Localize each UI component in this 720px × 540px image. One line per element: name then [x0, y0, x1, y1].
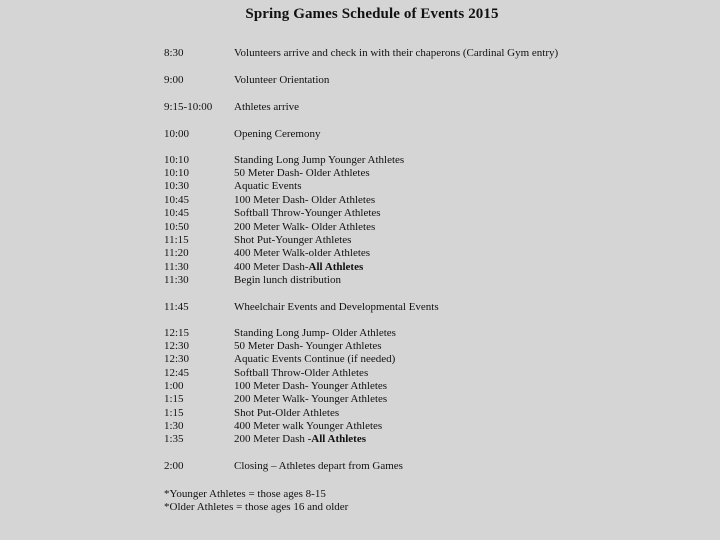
schedule-time: 10:50 — [164, 221, 190, 233]
schedule-time: 10:00 — [164, 128, 190, 140]
schedule-event: Begin lunch distribution — [234, 274, 341, 286]
schedule-event: Standing Long Jump Younger Athletes — [234, 154, 405, 166]
schedule-time: 12:30 — [164, 340, 190, 352]
schedule-time: 1:15 — [164, 407, 184, 419]
schedule-event: Standing Long Jump- Older Athletes — [234, 327, 396, 339]
schedule-time: 11:15 — [164, 234, 189, 246]
schedule-time: 9:00 — [164, 74, 184, 86]
schedule-event: 200 Meter Dash -All Athletes — [234, 433, 366, 445]
schedule-event: Shot Put-Older Athletes — [234, 407, 340, 419]
schedule-event: 400 Meter Walk-older Athletes — [234, 247, 371, 259]
schedule-event: 100 Meter Dash- Older Athletes — [234, 194, 376, 206]
schedule-time: 1:15 — [164, 393, 184, 405]
schedule-event: Shot Put-Younger Athletes — [234, 234, 352, 246]
schedule-time: 10:45 — [164, 194, 190, 206]
schedule-event: Softball Throw-Younger Athletes — [234, 207, 381, 219]
schedule-time: 12:30 — [164, 353, 190, 365]
schedule-time: 10:45 — [164, 207, 190, 219]
footnote-younger: *Younger Athletes = those ages 8-15 — [164, 488, 326, 500]
schedule-time: 1:00 — [164, 380, 184, 392]
schedule-time: 1:30 — [164, 420, 184, 432]
schedule-event: 50 Meter Dash- Younger Athletes — [234, 340, 382, 352]
schedule-event: Softball Throw-Older Athletes — [234, 367, 369, 379]
schedule-event: Volunteers arrive and check in with their chaperons (Cardinal Gym entry) — [234, 47, 559, 59]
schedule-event: 50 Meter Dash- Older Athletes — [234, 167, 370, 179]
schedule-event: Aquatic Events — [234, 180, 302, 192]
schedule-time: 11:30 — [164, 274, 189, 286]
schedule-event: 400 Meter walk Younger Athletes — [234, 420, 383, 432]
schedule-event: 200 Meter Walk- Younger Athletes — [234, 393, 388, 405]
schedule-time: 11:20 — [164, 247, 189, 259]
page-title: Spring Games Schedule of Events 2015 — [245, 6, 499, 22]
schedule-time: 11:45 — [164, 301, 189, 313]
schedule-time: 10:30 — [164, 180, 190, 192]
schedule-event: Closing – Athletes depart from Games — [234, 460, 403, 472]
schedule-time: 12:15 — [164, 327, 190, 339]
schedule-time: 2:00 — [164, 460, 184, 472]
schedule-event: 100 Meter Dash- Younger Athletes — [234, 380, 388, 392]
schedule-event: Aquatic Events Continue (if needed) — [234, 353, 396, 365]
schedule-time: 8:30 — [164, 47, 184, 59]
schedule-event: Wheelchair Events and Developmental Events — [234, 301, 439, 313]
footnote-older: *Older Athletes = those ages 16 and older — [164, 501, 349, 513]
schedule-event: Opening Ceremony — [234, 128, 321, 140]
schedule-time: 1:35 — [164, 433, 184, 445]
schedule-time: 11:30 — [164, 261, 189, 273]
schedule-time: 10:10 — [164, 154, 190, 166]
schedule-event: 200 Meter Walk- Older Athletes — [234, 221, 376, 233]
schedule-event: 400 Meter Dash-All Athletes — [234, 261, 364, 273]
schedule-event: Volunteer Orientation — [234, 74, 330, 86]
schedule-time: 9:15-10:00 — [164, 101, 213, 113]
schedule-time: 12:45 — [164, 367, 190, 379]
schedule-time: 10:10 — [164, 167, 190, 179]
schedule-event: Athletes arrive — [234, 101, 300, 113]
